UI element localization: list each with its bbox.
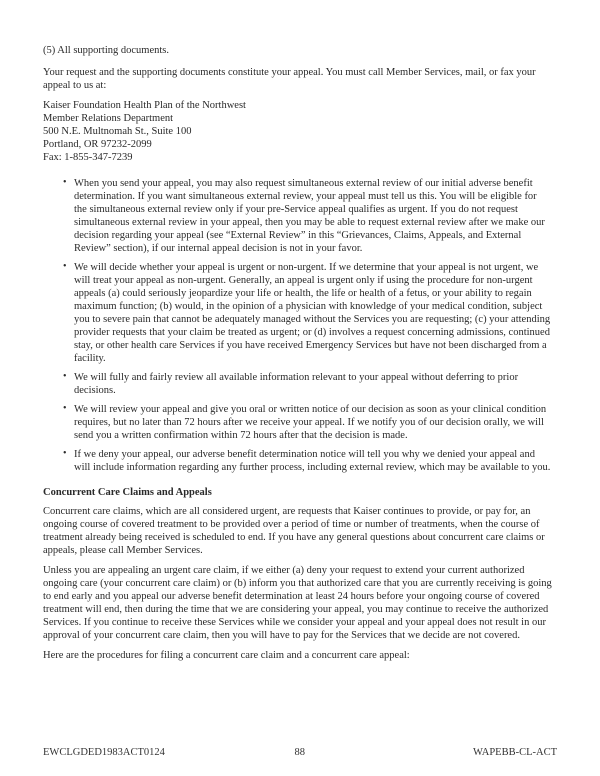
address-line: Portland, OR 97232-2099 <box>43 139 152 150</box>
bullet-text: When you send your appeal, you may also request simultaneous external review of our initial adverse benefit determination. If you want simultaneous external review, your appeal must tell us this. You will be eligible for the simultaneous external review only if your pre-Service appeal qualifies as urgent. If you do not request simultaneous external review in your appeal, then you may be able to request external review after we make our decision regarding your appeal (see “External Review” in this “Grievances, Claims, Appeals, and External Review” section), if our internal appeal decision is not in your favor. <box>74 178 545 254</box>
address-line: Member Relations Department <box>43 113 174 124</box>
page-content <box>43 44 552 662</box>
bullet-list <box>43 177 552 474</box>
page-footer <box>43 746 557 759</box>
section-heading: Concurrent Care Claims and Appeals <box>43 487 212 498</box>
bullet-icon: • <box>63 177 67 188</box>
address-line: Kaiser Foundation Health Plan of the Northwest <box>43 100 246 111</box>
intro-paragraph: Your request and the supporting documents constitute your appeal. You must call Member Services, mail, or fax your appeal to us at: <box>43 67 536 91</box>
body-paragraph: Concurrent care claims, which are all considered urgent, are requests that Kaiser continues to provide, or pay for, an ongoing course of covered treatment to be provided over a period of time or number of treatments, when the course of treatment already being received is scheduled to end. If you have any general questions about concurrent care claims or appeals, please call Member Services. <box>43 506 545 556</box>
footer-document-code: EWCLGDED1983ACT0124 <box>43 747 165 758</box>
numbered-item: (5) All supporting documents. <box>43 45 169 56</box>
bullet-icon: • <box>63 448 67 459</box>
bullet-item <box>43 403 552 442</box>
closing-line: Here are the procedures for filing a concurrent care claim and a concurrent care appeal: <box>43 650 410 661</box>
bullet-item <box>43 261 552 365</box>
bullet-text: If we deny your appeal, our adverse benefit determination notice will tell you why we denied your appeal and will include information regarding any further process, including external review, which may be available to you. <box>74 449 551 473</box>
address-block <box>43 99 552 164</box>
bullet-item <box>43 448 552 474</box>
bullet-item <box>43 371 552 397</box>
bullet-text: We will fully and fairly review all available information relevant to your appeal without deferring to prior decisions. <box>74 372 519 396</box>
bullet-icon: • <box>63 261 67 272</box>
footer-page-number: 88 <box>294 747 306 758</box>
body-paragraph: Unless you are appealing an urgent care claim, if we either (a) deny your request to extend your current authorized ongoing care (your concurrent care claim) or (b) inform you that authorized care that you are currently receiving is going to end early and you appeal our adverse benefit determination at least 24 hours before your ongoing course of covered treatment will end, then during the time that we are considering your appeal, you may continue to receive the authorized Services. If you continue to receive these Services while we consider your appeal and your appeal does not result in our approval of your concurrent care claim, then you will have to pay for the Services that we decide are not covered. <box>43 565 552 641</box>
address-line: Fax: 1-855-347-7239 <box>43 152 133 163</box>
bullet-icon: • <box>63 371 67 382</box>
bullet-text: We will decide whether your appeal is urgent or non-urgent. If we determine that your appeal is not urgent, we will treat your appeal as non-urgent. Generally, an appeal is urgent only if using the procedure for non-urgent appeals (a) could seriously jeopardize your life or health, the life or health of a fetus, or your ability to regain maximum function; (b) would, in the opinion of a physician with knowledge of your medical condition, subject you to severe pain that cannot be adequately managed without the Services you are requesting; (c) your attending provider requests that your claim be treated as urgent; or (d) involves a request concerning admissions, continued stay, or other health care Services if you have received Emergency Services but have not been discharged from a facility. <box>74 262 551 364</box>
bullet-text: We will review your appeal and give you oral or written notice of our decision as soon as your clinical condition requires, but no later than 72 hours after we receive your appeal. If we notify you of our decision orally, we will send you a written confirmation within 72 hours after that the decision is made. <box>74 404 547 441</box>
bullet-item <box>43 177 552 255</box>
bullet-icon: • <box>63 403 67 414</box>
address-line: 500 N.E. Multnomah St., Suite 100 <box>43 126 192 137</box>
footer-plan-code: WAPEBB-CL-ACT <box>473 747 557 758</box>
